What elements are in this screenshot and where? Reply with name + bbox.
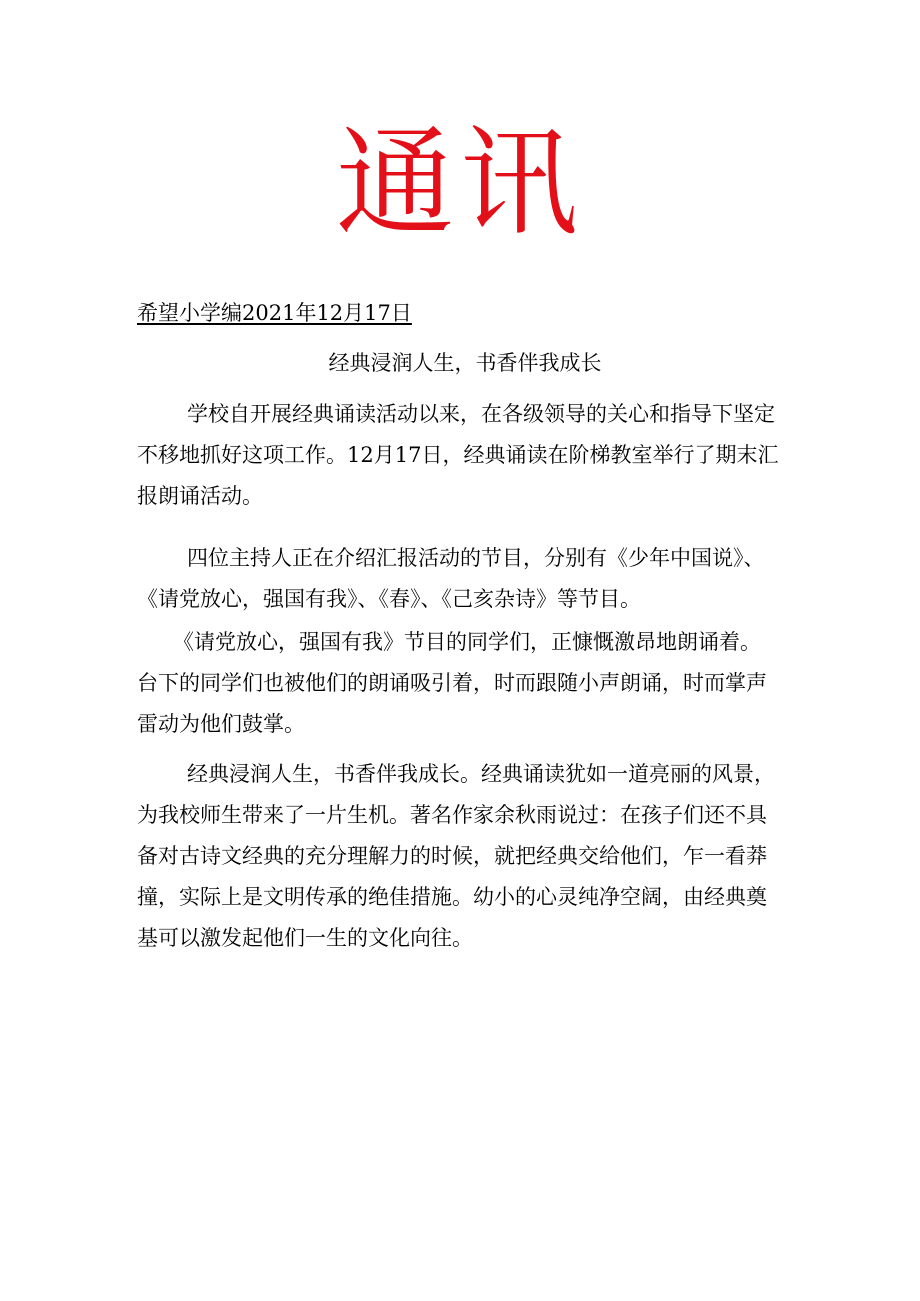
byline: 希望小学编2021年12月17日	[137, 301, 412, 325]
paragraph-line: 基可以激发起他们一生的文化向往。	[137, 926, 473, 950]
paragraph-line: 报朗诵活动。	[137, 484, 263, 508]
paragraph-line: 经典浸润人生，书香伴我成长。经典诵读犹如一道亮丽的风景，	[187, 762, 775, 786]
paragraph-line: 四位主持人正在介绍汇报活动的节目，分别有《少年中国说》、	[187, 546, 765, 570]
paragraph-2	[137, 538, 787, 620]
paragraph-line: 不移地抓好这项工作。12月17日，经典诵读在阶梯教室举行了期末汇	[137, 443, 779, 467]
paragraph-line: 学校自开展经典诵读活动以来，在各级领导的关心和指导下坚定	[187, 402, 775, 426]
paragraph-line: 撞，实际上是文明传承的绝佳措施。幼小的心灵纯净空阔，由经典奠	[137, 885, 767, 909]
paragraph-line: 台下的同学们也被他们的朗诵吸引着，时而跟随小声朗诵，时而掌声	[137, 671, 767, 695]
masthead-title: 通讯	[335, 114, 584, 252]
paragraph-1	[137, 394, 787, 517]
paragraph-line: 雷动为他们鼓掌。	[137, 712, 305, 736]
article-headline: 经典浸润人生，书香伴我成长	[328, 351, 602, 375]
paragraph-line: 《请党放心，强国有我》节目的同学们，正慷慨激昂地朗诵着。	[173, 630, 761, 654]
paragraph-line: 备对古诗文经典的充分理解力的时候，就把经典交给他们，乍一看莽	[137, 844, 767, 868]
paragraph-line: 为我校师生带来了一片生机。著名作家余秋雨说过：在孩子们还不具	[137, 803, 767, 827]
paragraph-line: 《请党放心，强国有我》、《春》、《己亥杂诗》等节目。	[137, 587, 641, 611]
paragraph-3	[137, 622, 787, 745]
paragraph-4	[137, 754, 787, 959]
